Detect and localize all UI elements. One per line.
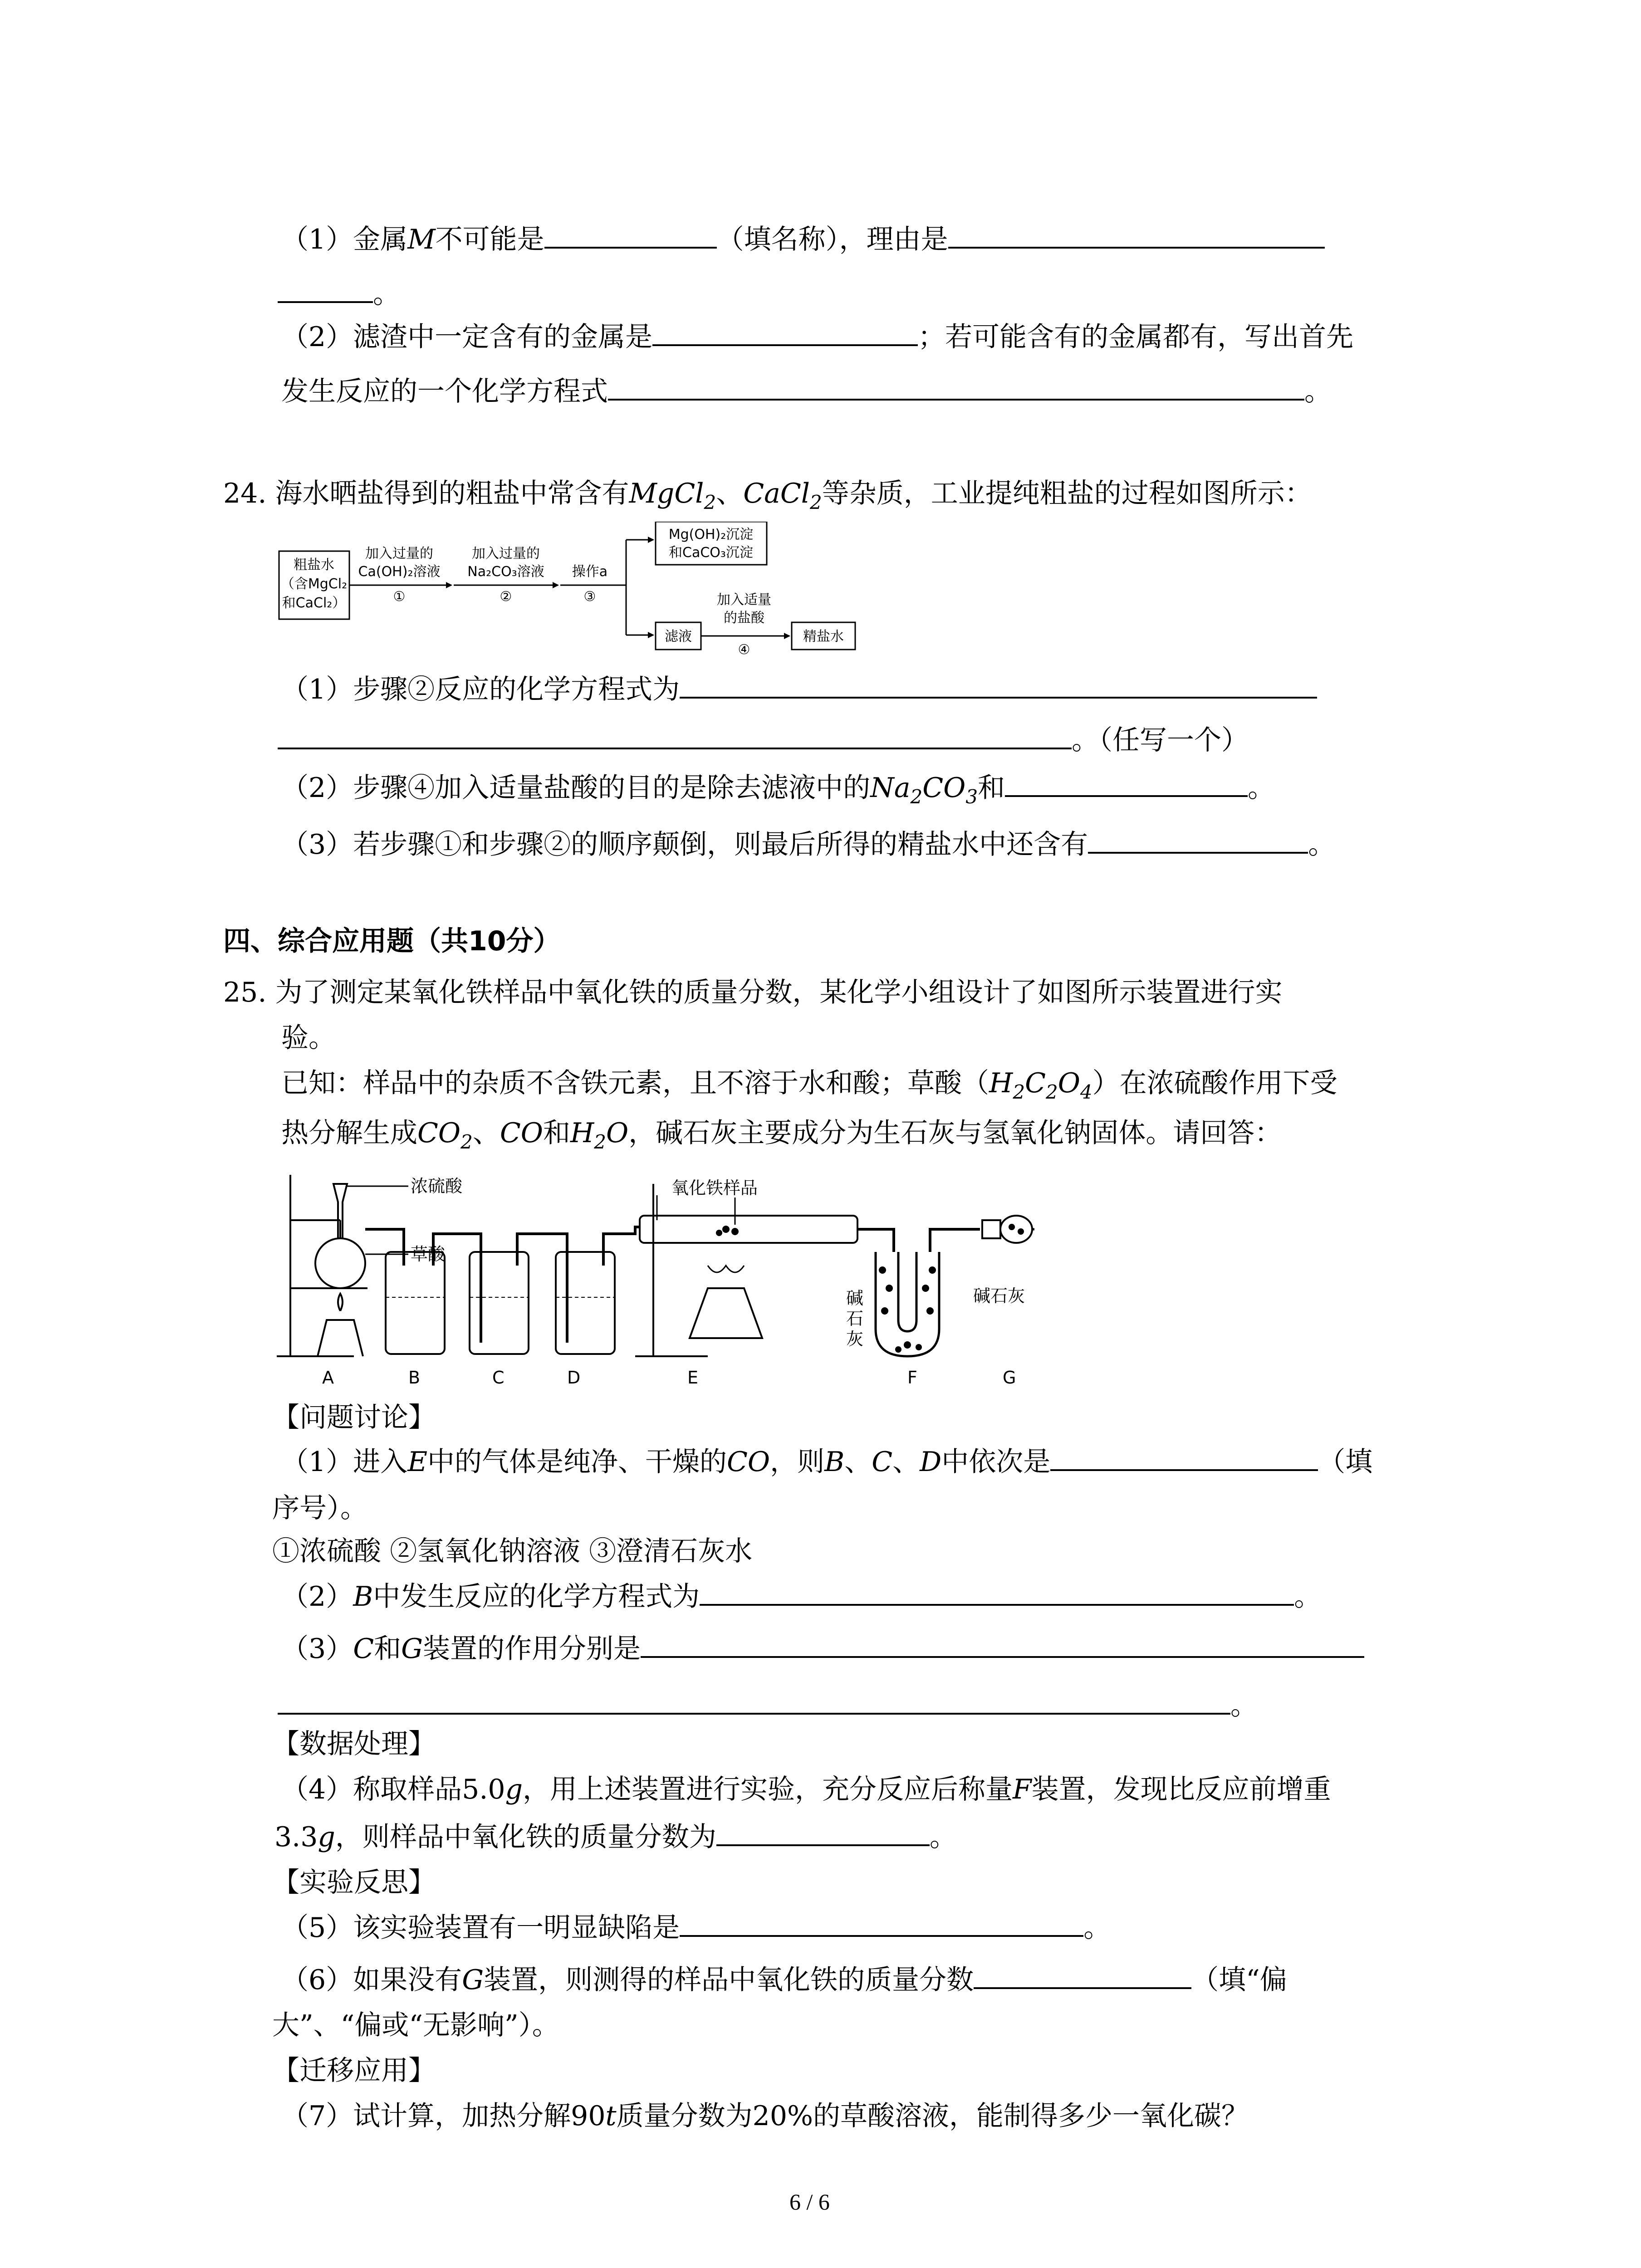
var-C: C (872, 1446, 893, 1478)
q25-known-cont (281, 1115, 1282, 1160)
label-soda-lime-G: 碱石灰 (973, 1286, 1025, 1306)
tube (930, 1229, 980, 1252)
box-crude-brine-l1: 粗盐水 (294, 557, 334, 573)
formula-h: H (570, 1117, 594, 1149)
q25-p4-end: 。 (929, 1821, 957, 1853)
reaction-tube-E (640, 1216, 857, 1243)
q23-part2-cont (281, 373, 1332, 410)
q25-p4-value: 3.3 (274, 1821, 318, 1853)
box-precipitate-l1: Mg(OH)₂沉淀 (668, 527, 754, 543)
var-G: G (401, 1633, 423, 1665)
formula-cacl: CaCl (743, 478, 810, 509)
formula-c: C (1025, 1067, 1046, 1099)
answer-blank[interactable] (278, 1687, 1230, 1715)
q25-p5-end: 。 (1083, 1912, 1111, 1944)
q25-p4-text4: ，则样品中氧化铁的质量分数为 (335, 1821, 716, 1853)
tube (365, 1229, 404, 1266)
bottle-B (386, 1252, 445, 1354)
separator: 、 (844, 1446, 872, 1478)
answer-blank[interactable] (641, 1631, 1364, 1658)
answer-blank[interactable] (700, 1579, 1294, 1606)
q25-p2-text2: 中发生反应的化学方程式为 (373, 1581, 700, 1613)
subscript: 4 (1080, 1081, 1092, 1103)
arrow1-label: 加入过量的 (365, 546, 433, 562)
q24-part1 (281, 671, 1317, 708)
q25-part6 (281, 1962, 1287, 1998)
subscript: 2 (1045, 1081, 1058, 1103)
q25-p6-text3: （填“偏 (1191, 1964, 1287, 1996)
q25-part7 (281, 2098, 1249, 2134)
var-D: D (920, 1446, 942, 1478)
q25-part4 (281, 1771, 1331, 1808)
answer-blank[interactable] (1005, 770, 1248, 797)
q25-p7-text2: 质量分数为20%的草酸溶液，能制得多少一氧化碳？ (616, 2100, 1249, 2132)
q25-stem-cont: 验。 (281, 1022, 336, 1054)
tube-G-end (982, 1220, 1000, 1238)
arrow2-label2: Na₂CO₃溶液 (467, 564, 544, 580)
answer-blank[interactable] (680, 1910, 1083, 1937)
q25-known-text2: ）在浓硫酸作用下受 (1092, 1067, 1337, 1099)
formula-o: O (1058, 1067, 1080, 1099)
formula-co: CO (727, 1446, 770, 1478)
answer-blank[interactable] (544, 221, 717, 249)
q24-p1-end: 。（任写一个） (1072, 724, 1249, 756)
label-soda-lime-3: 灰 (846, 1329, 864, 1349)
q25-p3-text: （3） (281, 1633, 353, 1665)
arrow4-step: ④ (738, 642, 750, 658)
answer-blank[interactable] (948, 221, 1325, 249)
subscript: 2 (1013, 1081, 1025, 1103)
var-F: F (1013, 1774, 1032, 1805)
answer-blank[interactable] (1050, 1444, 1318, 1471)
page-number: 6 / 6 (789, 2189, 830, 2214)
q25-p1-text2: 中的气体是纯净、干燥的 (427, 1446, 727, 1478)
tube (517, 1234, 567, 1343)
answer-blank[interactable] (278, 276, 373, 303)
q25-p7-text: （7）试计算，加热分解90 (281, 2100, 606, 2132)
bottle-D (556, 1252, 615, 1354)
label-iron-oxide: 氧化铁样品 (671, 1178, 758, 1198)
unit-g: g (505, 1774, 523, 1805)
q23-p1-text3: （填名称），理由是 (716, 224, 948, 255)
q25-p6-text: （6）如果没有 (281, 1964, 462, 1996)
answer-blank[interactable] (974, 1962, 1191, 1989)
label-F: F (907, 1368, 917, 1388)
burner-A (318, 1320, 363, 1356)
separator: 和 (374, 1633, 402, 1665)
separator: 、 (472, 1117, 500, 1149)
arrow4-label2: 的盐酸 (724, 610, 764, 626)
label-B: B (408, 1368, 421, 1388)
arrow4-label: 加入适量 (717, 592, 771, 608)
q23-part1-cont (278, 276, 400, 312)
label-oxalic-acid: 草酸 (411, 1244, 446, 1264)
heading-reflect: 【实验反思】 (272, 1867, 436, 1898)
subscript: 2 (704, 491, 716, 513)
q25-p4-text: （4）称取样品5.0 (281, 1774, 505, 1805)
var-G: G (462, 1964, 484, 1996)
q24-p2-end: 。 (1248, 772, 1275, 804)
q24-part2 (281, 770, 1275, 815)
q23-p1-end: 。 (373, 278, 400, 310)
heading-data: 【数据处理】 (272, 1728, 436, 1760)
var-B: B (824, 1446, 845, 1478)
q25-p3-text2: 装置的作用分别是 (423, 1633, 641, 1665)
q23-p1-text2: 不可能是 (435, 224, 544, 255)
subscript: 2 (910, 786, 923, 808)
q25-p5-text: （5）该实验装置有一明显缺陷是 (281, 1912, 680, 1944)
q25-p2-end: 。 (1294, 1581, 1322, 1613)
label-E: E (687, 1368, 699, 1388)
heading-apply: 【迁移应用】 (272, 2055, 436, 2087)
q25-p4-text2: ，用上述装置进行实验，充分反应后称量 (523, 1774, 1013, 1805)
formula-o: O (606, 1117, 629, 1149)
label-soda-lime-1: 碱 (846, 1288, 864, 1308)
var-B: B (353, 1581, 373, 1613)
box-crude-brine-l2: （含MgCl₂ (280, 576, 348, 592)
answer-blank[interactable] (652, 319, 918, 346)
arrow3-step: ③ (583, 589, 596, 605)
label-G: G (1003, 1368, 1016, 1388)
q25-part5 (281, 1910, 1111, 1946)
arrow3-label: 操作a (572, 564, 608, 580)
q25-options: ①浓硫酸 ②氢氧化钠溶液 ③澄清石灰水 (272, 1535, 753, 1567)
q23-part2 (281, 319, 1353, 355)
q24-p1-text: （1）步骤②反应的化学方程式为 (281, 674, 680, 705)
subscript: 3 (965, 786, 978, 808)
bottle-C (470, 1252, 529, 1354)
q24-stem-text2: 等杂质，工业提纯粗盐的过程如图所示： (822, 478, 1312, 509)
subscript: 2 (809, 491, 822, 513)
drying-tube-G (1000, 1216, 1032, 1243)
q25-p1-text: （1）进入 (281, 1446, 408, 1478)
q25-p1-text5: （填 (1318, 1446, 1373, 1478)
q23-part1 (281, 221, 1325, 258)
separator: 、 (892, 1446, 920, 1478)
q24-p3-end: 。 (1308, 829, 1336, 860)
q23-p2-text2: ；若可能含有的金属都有，写出首先 (918, 321, 1354, 353)
box-refined-brine-label: 精盐水 (803, 629, 844, 645)
q25-part4-cont (274, 1819, 957, 1855)
q25-known2-text2: ，碱石灰主要成分为生石灰与氢氧化钠固体。请回答： (628, 1117, 1282, 1149)
formula-co: CO (922, 772, 966, 804)
q25-part2 (281, 1579, 1321, 1615)
subscript: 2 (594, 1131, 607, 1153)
q24-stem (223, 475, 1312, 521)
q24-part1-cont (278, 722, 1249, 758)
q25-p3-end: 。 (1230, 1690, 1258, 1721)
q24-p2-and: 和 (978, 772, 1005, 804)
q25-known2-text: 热分解生成 (281, 1117, 417, 1149)
unit-g: g (318, 1821, 335, 1853)
q25-p1-text4: 中依次是 (941, 1446, 1051, 1478)
label-soda-lime-2: 石 (846, 1309, 864, 1329)
label-D: D (567, 1368, 581, 1388)
heading-discuss: 【问题讨论】 (272, 1402, 436, 1433)
arrow1-label2: Ca(OH)₂溶液 (358, 564, 441, 580)
separator: 和 (543, 1117, 570, 1149)
formula-mgcl: MgCl (629, 478, 704, 509)
q25-part3 (281, 1631, 1364, 1667)
label-A: A (322, 1368, 334, 1388)
q23-p2-text3: 发生反应的一个化学方程式 (281, 376, 608, 407)
q25-part1 (281, 1444, 1372, 1480)
var-E: E (407, 1446, 427, 1478)
q23-p1-var: M (407, 224, 436, 255)
flame-E (708, 1266, 744, 1272)
answer-blank[interactable] (716, 1819, 930, 1846)
u-tube-F (876, 1252, 939, 1356)
answer-blank[interactable] (608, 373, 1304, 401)
unit-t: t (605, 2100, 617, 2132)
q24-p2-text: （2）步骤④加入适量盐酸的目的是除去滤液中的 (281, 772, 871, 804)
answer-blank[interactable] (1088, 826, 1308, 854)
salt-purification-flowchart (272, 522, 871, 662)
q25-stem: 25. 为了测定某氧化铁样品中氧化铁的质量分数，某化学小组设计了如图所示装置进行实 (223, 977, 1283, 1008)
q24-p3-text: （3）若步骤①和步骤②的顺序颠倒，则最后所得的精盐水中还含有 (281, 829, 1088, 860)
arrow2-step: ② (500, 589, 512, 605)
label-conc-sulfuric: 浓硫酸 (411, 1176, 463, 1196)
formula-h: H (989, 1067, 1013, 1099)
section-title: 四、综合应用题（共10分） (223, 925, 561, 957)
tube (603, 1227, 640, 1266)
var-C: C (353, 1633, 374, 1665)
q25-p1-text3: ，则 (770, 1446, 825, 1478)
q25-known-text: 已知：样品中的杂质不含铁元素，且不溶于水和酸；草酸（ (281, 1067, 989, 1099)
q24-stem-text: 24. 海水晒盐得到的粗盐中常含有 (223, 478, 629, 509)
q24-part3 (281, 826, 1335, 863)
q25-p6-text2: 装置，则测得的样品中氧化铁的质量分数 (484, 1964, 974, 1996)
q25-part6-cont: 大”、“偏或“无影响”）。 (272, 2009, 559, 2041)
label-C: C (492, 1368, 505, 1388)
arrow2-label: 加入过量的 (472, 546, 540, 562)
answer-blank[interactable] (680, 671, 1317, 699)
answer-blank[interactable] (278, 722, 1072, 749)
alcohol-lamp-E (690, 1288, 762, 1338)
apparatus-figure (272, 1175, 1034, 1397)
tube (857, 1229, 894, 1252)
formula-co2: CO (417, 1117, 461, 1149)
q25-p4-text3: 装置，发现比反应前增重 (1031, 1774, 1331, 1805)
box-filtrate-label: 滤液 (665, 629, 692, 645)
separator: 、 (716, 478, 744, 509)
flame-A (338, 1294, 343, 1311)
formula-na: Na (870, 772, 911, 804)
box-crude-brine-l3: 和CaCl₂） (282, 595, 346, 611)
subscript: 2 (460, 1131, 473, 1153)
formula-co: CO (500, 1117, 543, 1149)
q23-p2-end: 。 (1304, 376, 1332, 407)
q25-p2-text: （2） (281, 1581, 353, 1613)
q23-p2-text: （2）滤渣中一定含有的金属是 (281, 321, 653, 353)
q25-known (281, 1065, 1337, 1110)
q23-p1-text: （1）金属 (281, 224, 408, 255)
q25-part3-cont (278, 1687, 1258, 1724)
q25-part1-cont: 序号）。 (272, 1492, 367, 1524)
arrow1-step: ① (393, 589, 406, 605)
flask-A (315, 1238, 365, 1288)
box-precipitate-l2: 和CaCO₃沉淀 (669, 545, 753, 561)
